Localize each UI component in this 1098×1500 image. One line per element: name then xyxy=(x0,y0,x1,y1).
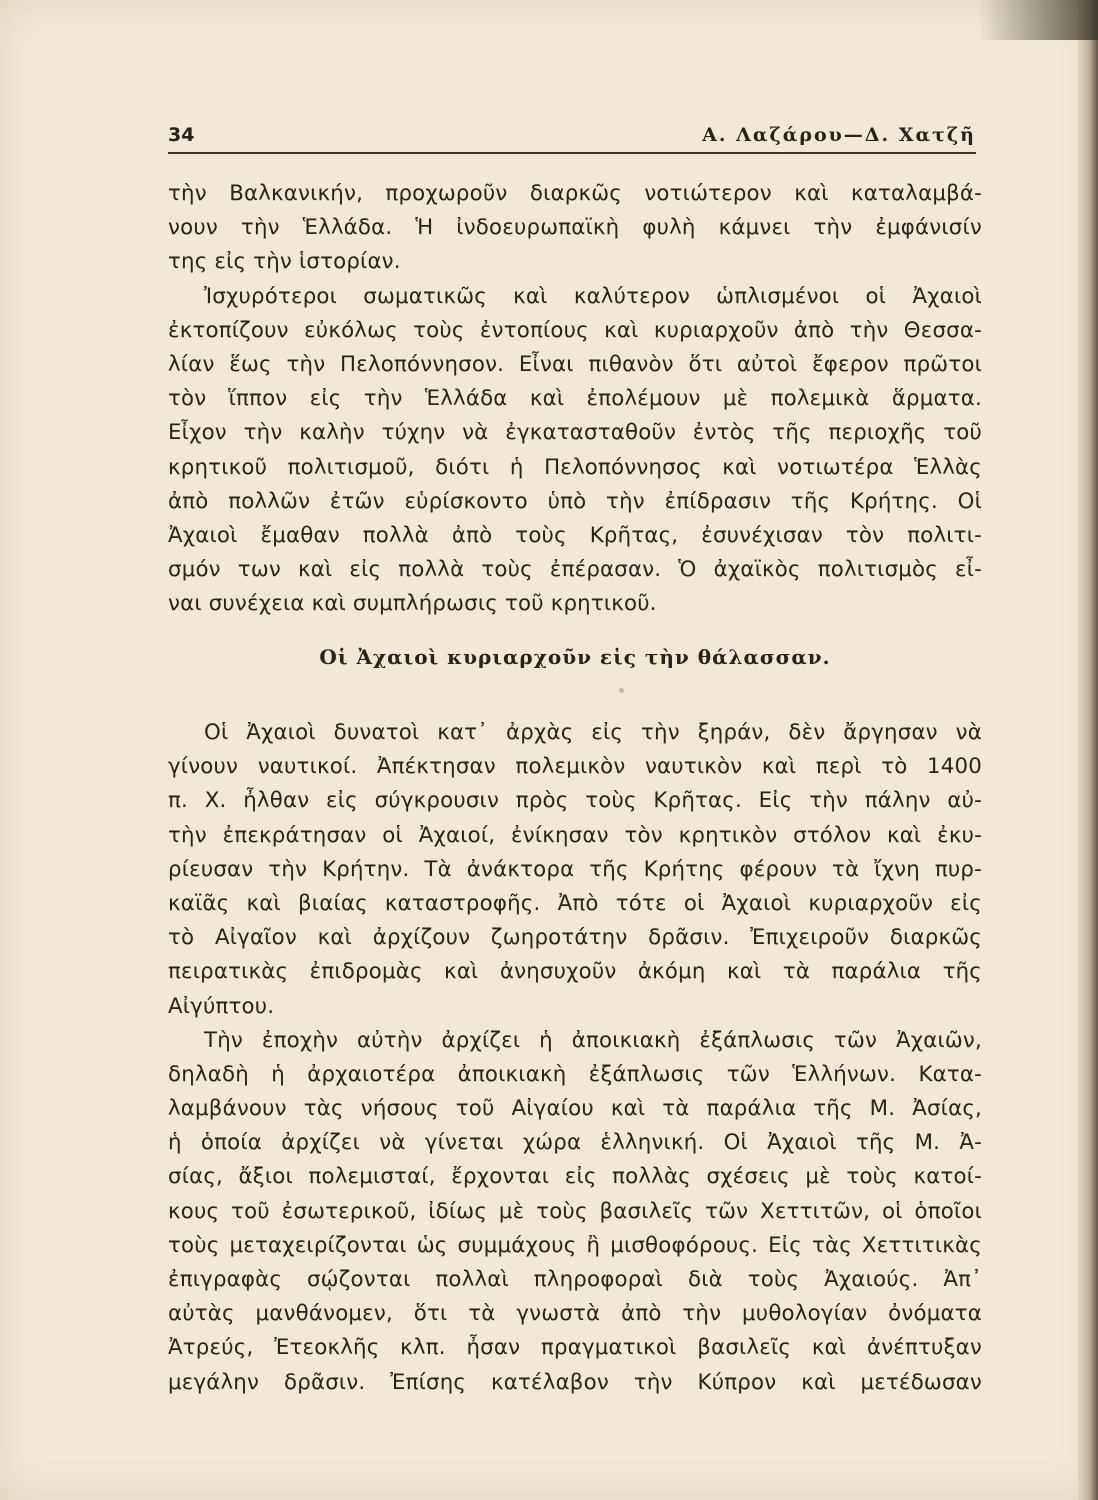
text-line: αὐτὰς μανθάνομεν, ὅτι τὰ γνωστὰ ἀπὸ τὴν μυθολογίαν ὀνόματα xyxy=(168,1301,982,1327)
text-line: τὸ Αἰγαῖον καὶ ἀρχίζουν ζωηροτάτην δρᾶσιν. Ἐπιχειροῦν διαρκῶς xyxy=(168,925,982,951)
page-number: 34 xyxy=(168,124,195,146)
text-line: Ἀχαιοὶ ἔμαθαν πολλὰ ἀπὸ τοὺς Κρῆτας, ἐσυνέχισαν τὸν πολιτι- xyxy=(168,522,982,548)
text-line: ρίευσαν τὴν Κρήτην. Τὰ ἀνάκτορα τῆς Κρήτης φέρουν τὰ ἴχνη πυρ- xyxy=(168,856,982,882)
text-line: τὴν Βαλκανικήν, προχωροῦν διαρκῶς νοτιώτερον καὶ καταλαμβά- xyxy=(168,181,982,206)
text-line: γίνουν ναυτικοί. Ἀπέκτησαν πολεμικὸν ναυτικὸν καὶ περὶ τὸ 1400 xyxy=(168,754,982,780)
text-line: Εἶχον τὴν καλὴν τύχην νὰ ἐγκατασταθοῦν ἐντὸς τῆς περιοχῆς τοῦ xyxy=(168,420,982,446)
header-rule xyxy=(168,152,976,154)
text-line: Ἀτρεύς, Ἐτεοκλῆς κλπ. ἦσαν πραγματικοὶ βασιλεῖς καὶ ἀνέπτυξαν xyxy=(168,1335,982,1361)
text-line: κους τοῦ ἐσωτερικοῦ, ἰδίως μὲ τοὺς βασιλεῖς τῶν Χεττιτῶν, οἱ ὁποῖοι xyxy=(168,1198,982,1224)
text-line: μεγάλην δρᾶσιν. Ἐπίσης κατέλαβον τὴν Κύπρον καὶ μετέδωσαν xyxy=(168,1369,982,1395)
print-speck xyxy=(619,688,624,693)
text-line: λίαν ἕως τὴν Πελοπόννησον. Εἶναι πιθανὸν ὅτι αὐτοὶ ἔφερον πρῶτοι xyxy=(168,351,982,377)
text-line: λαμβάνουν τὰς νήσους τοῦ Αἰγαίου καὶ τὰ παράλια τῆς Μ. Ἀσίας, xyxy=(168,1096,982,1122)
text-line: κρητικοῦ πολιτισμοῦ, διότι ἡ Πελοπόννησος καὶ νοτιωτέρα Ἑλλὰς xyxy=(168,454,982,480)
text-line: ἐπιγραφὰς σῴζονται πολλαὶ πληροφοραὶ διὰ τοὺς Ἀχαιούς. Ἀπ᾽ xyxy=(168,1267,982,1292)
text-line: δηλαδὴ ἡ ἀρχαιοτέρα ἀποικιακὴ ἐξάπλωσις τῶν Ἑλλήνων. Κατα- xyxy=(168,1061,982,1087)
text-line: Οἱ Ἀχαιοὶ δυνατοὶ κατ᾽ ἀρχὰς εἰς τὴν ξηράν, δὲν ἄργησαν νὰ xyxy=(204,720,982,745)
text-line: ναι συνέχεια καὶ συμπλήρωσις τοῦ κρητικοῦ. xyxy=(168,591,657,617)
text-line: σίας, ἄξιοι πολεμισταί, ἔρχονται εἰς πολλὰς σχέσεις μὲ τοὺς κατοί- xyxy=(168,1164,982,1190)
text-line: τὴν ἐπεκράτησαν οἱ Ἀχαιοί, ἐνίκησαν τὸν κρητικὸν στόλον καὶ ἐκυ- xyxy=(168,822,982,848)
section-2-text xyxy=(168,716,982,1400)
text-line: ἡ ὁποία ἀρχίζει νὰ γίνεται χώρα ἑλληνική. Οἱ Ἀχαιοὶ τῆς Μ. Ἀ- xyxy=(168,1130,982,1156)
text-line: Αἰγύπτου. xyxy=(168,993,275,1019)
text-line: ἐκτοπίζουν εὐκόλως τοὺς ἐντοπίους καὶ κυριαρχοῦν ἀπὸ τὴν Θεσσα- xyxy=(168,317,982,343)
text-line: π. Χ. ἦλθαν εἰς σύγκρουσιν πρὸς τοὺς Κρῆτας. Εἰς τὴν πάλην αὐ- xyxy=(168,788,982,814)
text-line: Ἰσχυρότεροι σωματικῶς καὶ καλύτερον ὡπλισμένοι οἱ Ἀχαιοὶ xyxy=(204,283,982,309)
text-line: Τὴν ἐποχὴν αὐτὴν ἀρχίζει ἡ ἀποικιακὴ ἐξάπλωσις τῶν Ἀχαιῶν, xyxy=(204,1027,982,1053)
section-1-text xyxy=(168,177,982,621)
corner-shadow xyxy=(978,0,1098,40)
text-line: πειρατικὰς ἐπιδρομὰς καὶ ἀνησυχοῦν ἀκόμη καὶ τὰ παράλια τῆς xyxy=(168,959,982,985)
text-line: ἀπὸ πολλῶν ἐτῶν εὑρίσκοντο ὑπὸ τὴν ἐπίδρασιν τῆς Κρήτης. Οἱ xyxy=(168,488,982,514)
text-line: καϊᾶς καὶ βιαίας καταστροφῆς. Ἀπὸ τότε οἱ Ἀχαιοὶ κυριαρχοῦν εἰς xyxy=(168,890,982,916)
text-line: σμόν των καὶ εἰς πολλὰ τοὺς ἐπέρασαν. Ὁ ἀχαϊκὸς πολιτισμὸς εἶ- xyxy=(168,557,982,583)
running-head: Α. Λαζάρου—Δ. Χατζῆ xyxy=(702,124,976,146)
section-heading: Οἱ Ἀχαιοὶ κυριαρχοῦν εἰς τὴν θάλασσαν. xyxy=(319,645,831,669)
text-line: νουν τὴν Ἑλλάδα. Ἡ ἰνδοευρωπαϊκὴ φυλὴ κάμνει τὴν ἐμφάνισίν xyxy=(168,215,982,241)
page-edge-shadow xyxy=(1078,0,1098,1500)
text-line: τοὺς μεταχειρίζονται ὡς συμμάχους ἢ μισθοφόρους. Εἰς τὰς Χεττιτικὰς xyxy=(168,1232,982,1258)
text-line: τὸν ἵππον εἰς τὴν Ἑλλάδα καὶ ἐπολέμουν μὲ πολεμικὰ ἅρματα. xyxy=(168,386,982,412)
text-line: της εἰς τὴν ἱστορίαν. xyxy=(168,249,401,275)
